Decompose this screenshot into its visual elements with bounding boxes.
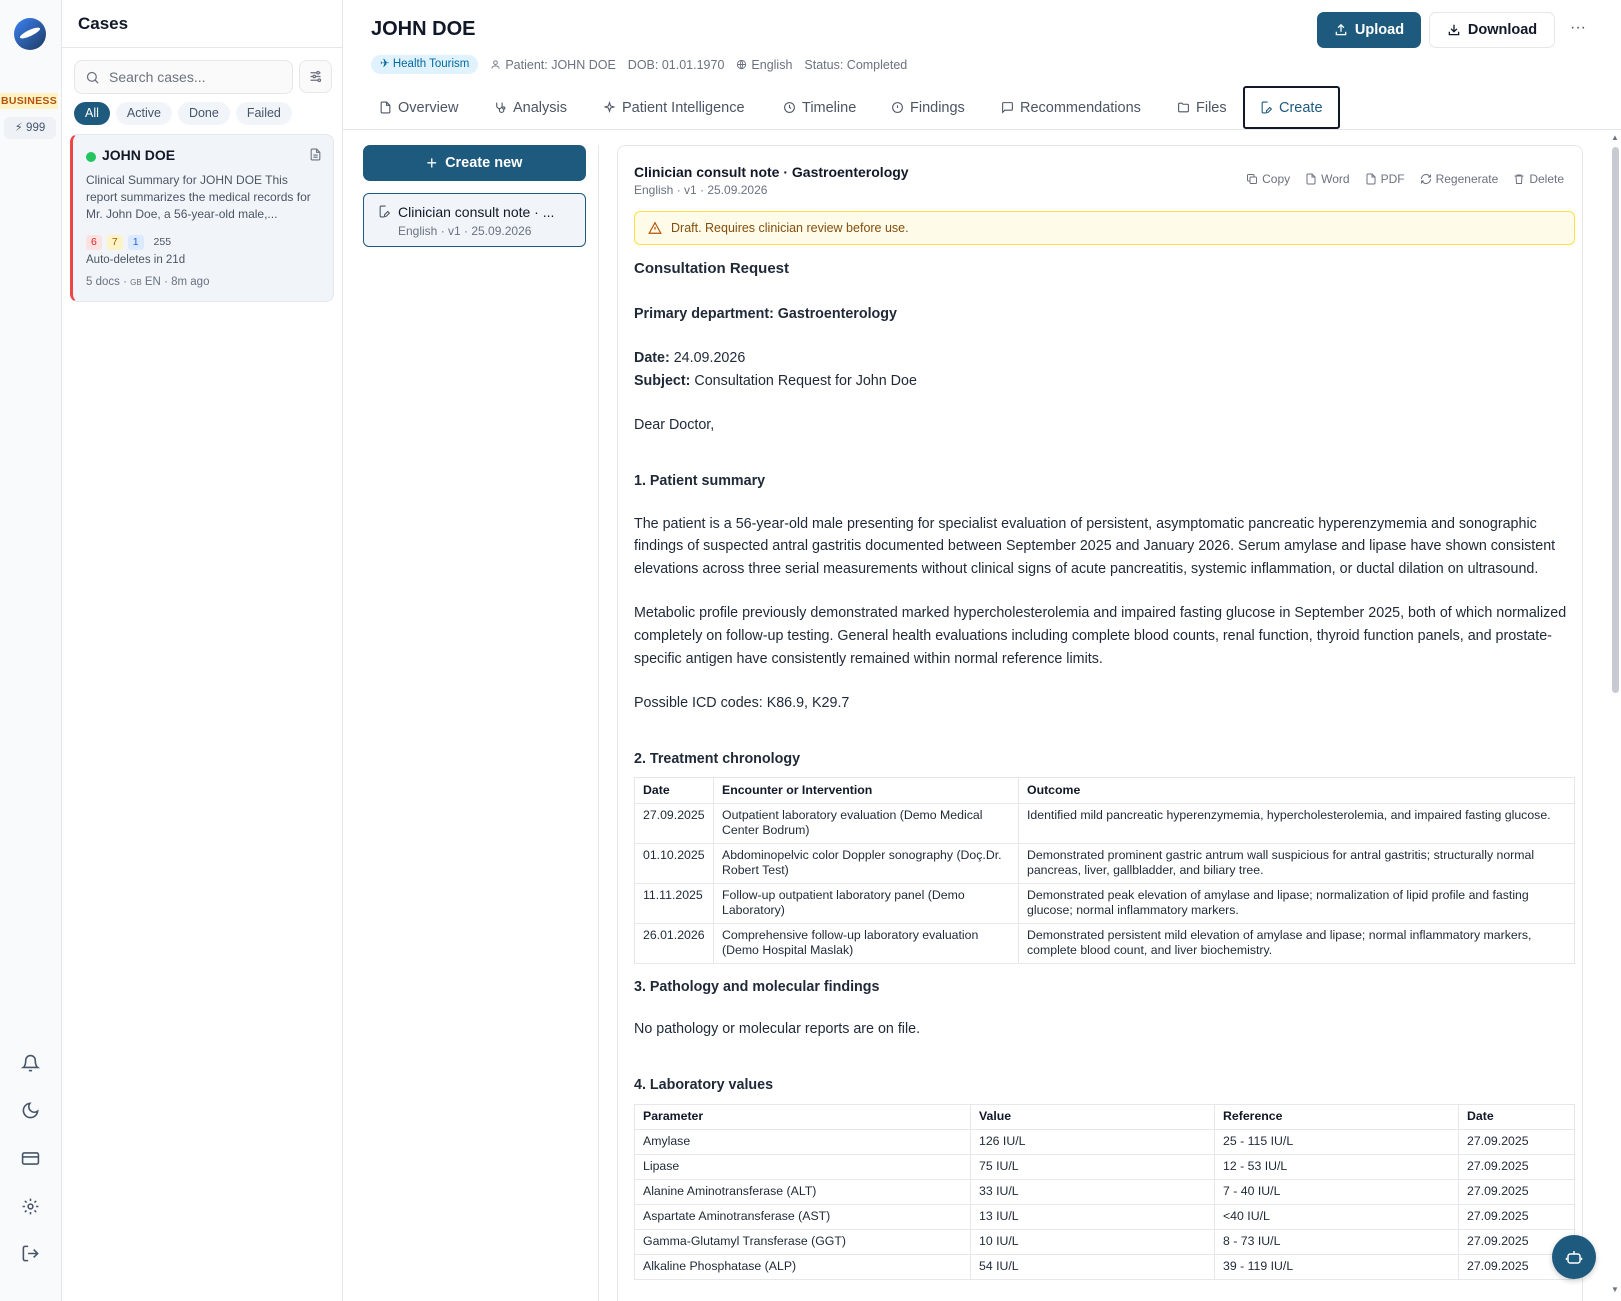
generated-doc-item[interactable]	[363, 193, 586, 247]
case-summary: Clinical Summary for JOHN DOE This report summarizes the medical records for Mr. John Doe, a 56-year-old male,...	[86, 173, 311, 221]
table-cell: 25 - 115 IU/L	[1215, 1129, 1459, 1154]
case-name: JOHN DOE	[102, 147, 176, 163]
document-actions	[1246, 172, 1564, 186]
edit-document-icon	[378, 205, 391, 218]
create-new-button[interactable]: + Create new	[363, 145, 586, 181]
section-title: 4. Laboratory values	[634, 1077, 774, 1093]
bot-icon	[1565, 1248, 1583, 1266]
table-cell: Amylase	[635, 1129, 971, 1154]
lab-values-table	[634, 1104, 1575, 1280]
search-box[interactable]	[74, 60, 293, 94]
table-row	[635, 923, 1575, 963]
pdf-export-button[interactable]: PDF	[1365, 172, 1405, 186]
search-icon	[85, 70, 100, 85]
document-icon	[379, 101, 392, 114]
chronology-table	[634, 777, 1575, 964]
download-icon	[1447, 23, 1461, 37]
table-cell: 126 IU/L	[971, 1129, 1215, 1154]
patient-meta	[371, 55, 907, 74]
trash-icon	[1513, 173, 1525, 185]
table-row	[635, 843, 1575, 883]
divider	[62, 47, 343, 48]
table-cell: <40 IU/L	[1215, 1204, 1459, 1229]
icd-codes: Possible ICD codes: K86.9, K29.7	[634, 695, 850, 712]
document-title: Clinician consult note · Gastroenterology	[634, 164, 909, 180]
table-cell: Outpatient laboratory evaluation (Demo Medical Center Bodrum)	[714, 803, 1019, 843]
table-cell: Comprehensive follow-up laboratory evaluation (Demo Hospital Maslak)	[714, 923, 1019, 963]
filter-failed[interactable]: Failed	[236, 102, 292, 125]
table-cell: 8 - 73 IU/L	[1215, 1229, 1459, 1254]
tab-create[interactable]: Create	[1243, 86, 1340, 129]
app-logo[interactable]	[14, 18, 46, 50]
download-button[interactable]: Download	[1429, 12, 1555, 48]
table-cell: Aspartate Aminotransferase (AST)	[635, 1204, 971, 1229]
document-meta: English · v1 · 25.09.2026	[634, 183, 768, 197]
patient-name-meta: Patient: JOHN DOE	[490, 58, 615, 72]
search-input[interactable]	[109, 69, 279, 85]
cases-panel	[62, 0, 343, 1301]
table-row	[635, 803, 1575, 843]
more-options-icon[interactable]: ···	[1570, 19, 1586, 36]
document-body	[634, 258, 1575, 1280]
scrollbar[interactable]	[1610, 133, 1621, 1301]
globe-icon	[736, 59, 747, 70]
message-icon	[1001, 101, 1014, 114]
info-icon	[891, 101, 904, 114]
tab-bar	[343, 86, 1621, 130]
case-counts	[86, 235, 176, 250]
edit-document-icon	[1260, 101, 1273, 114]
divider	[598, 145, 599, 1301]
table-cell: Alanine Aminotransferase (ALT)	[635, 1179, 971, 1204]
table-row	[635, 1154, 1575, 1179]
column-header: Outcome	[1019, 778, 1575, 804]
filter-settings-button[interactable]	[299, 60, 332, 93]
plan-badge: BUSINESS	[0, 95, 58, 107]
moon-icon[interactable]	[18, 1098, 42, 1122]
user-icon	[490, 59, 501, 70]
filter-all[interactable]: All	[74, 102, 110, 125]
warning-icon	[648, 221, 662, 235]
table-row	[635, 883, 1575, 923]
tab-timeline[interactable]: Timeline	[783, 86, 856, 129]
table-cell: Lipase	[635, 1154, 971, 1179]
column-header: Date	[1459, 1104, 1575, 1129]
summary-paragraph: The patient is a 56-year-old male presenting for specialist evaluation of persistent, asymptomatic pancreatic hyperenzymemia and sonographic findings of suspected antral gastritis documented between September 2025 and January 2026. Serum amylase and lipase have shown consistent elevations across three serial measurements without clinical signs of acute pancreatitis, systemic inflammation, or ductal dilation on ultrasound.	[634, 515, 1556, 577]
summary-paragraph: Metabolic profile previously demonstrated marked hypercholesterolemia and impaired fasting glucose in September 2025, both of which normalized completely on follow-up testing. General health evaluations including complete blood counts, renal function, thyroid function panels, and prostate-specific antigen have consistently remained within normal reference limits.	[634, 605, 1567, 667]
count-critical: 6	[86, 235, 102, 250]
case-card[interactable]	[70, 134, 334, 302]
status-meta: Status: Completed	[804, 57, 908, 72]
table-cell: 54 IU/L	[971, 1254, 1215, 1279]
column-header: Date	[635, 778, 714, 804]
tab-patient-intelligence[interactable]: Patient Intelligence	[603, 86, 745, 129]
page-title: JOHN DOE	[371, 18, 476, 40]
dob-meta: DOB: 01.01.1970	[627, 57, 725, 72]
language-meta: English	[736, 58, 792, 72]
column-header: Encounter or Intervention	[714, 778, 1019, 804]
credits-badge[interactable]	[4, 117, 56, 139]
count-info: 1	[128, 235, 144, 250]
file-icon	[1365, 173, 1377, 185]
credits-count: 999	[26, 122, 46, 134]
auto-delete-note: Auto-deletes in 21d	[86, 254, 186, 266]
tab-findings[interactable]: Findings	[891, 86, 965, 129]
document-icon	[309, 148, 322, 161]
sparkle-icon	[603, 101, 616, 114]
tab-analysis[interactable]: Analysis	[494, 86, 567, 129]
table-cell: 27.09.2025	[1459, 1204, 1575, 1229]
count-warning: 7	[107, 235, 123, 250]
doc-heading: Consultation Request	[634, 260, 790, 277]
category-tag: ✈ Health Tourism	[371, 55, 478, 74]
table-cell: 27.09.2025	[1459, 1129, 1575, 1154]
table-cell: 39 - 119 IU/L	[1215, 1254, 1459, 1279]
status-filter	[74, 102, 292, 125]
table-cell: Follow-up outpatient laboratory panel (Demo Laboratory)	[714, 883, 1019, 923]
table-cell: 10 IU/L	[971, 1229, 1215, 1254]
section-title: 2. Treatment chronology	[634, 750, 801, 767]
table-cell: Demonstrated persistent mild elevation of amylase and lipase; normal inflammatory markers, complete blood count, and liver biochemistry.	[1019, 923, 1575, 963]
table-cell: 75 IU/L	[971, 1154, 1215, 1179]
upload-button[interactable]: Upload	[1317, 12, 1421, 48]
gear-icon[interactable]	[18, 1194, 42, 1218]
cases-title: Cases	[78, 14, 129, 33]
bell-icon[interactable]	[18, 1051, 42, 1075]
upload-icon	[1334, 23, 1348, 37]
tab-recommendations[interactable]: Recommendations	[1001, 86, 1141, 129]
section-title: 3. Pathology and molecular findings	[634, 978, 880, 995]
delete-button[interactable]: Delete	[1513, 172, 1564, 186]
table-row	[635, 1254, 1575, 1279]
filter-active[interactable]: Active	[116, 102, 172, 125]
table-cell: 11.11.2025	[635, 883, 714, 923]
pathology-text: No pathology or molecular reports are on file.	[634, 1021, 921, 1038]
status-dot	[86, 152, 96, 162]
column-header: Value	[971, 1104, 1215, 1129]
flag-icon: GB	[130, 278, 142, 287]
table-cell: 01.10.2025	[635, 843, 714, 883]
file-icon	[1305, 173, 1317, 185]
regenerate-button[interactable]: Regenerate	[1420, 172, 1499, 186]
filter-done[interactable]: Done	[178, 102, 230, 125]
table-cell: 13 IU/L	[971, 1204, 1215, 1229]
table-cell: 27.09.2025	[635, 803, 714, 843]
word-export-button[interactable]: Word	[1305, 172, 1349, 186]
case-meta: 5 docs · GB EN · 8m ago	[86, 276, 210, 288]
folder-icon	[1177, 101, 1190, 114]
count-total: 255	[153, 236, 172, 248]
table-cell: Alkaline Phosphatase (ALP)	[635, 1254, 971, 1279]
credit-card-icon[interactable]	[18, 1146, 42, 1170]
scrollbar-thumb[interactable]	[1612, 147, 1619, 693]
assistant-chat-button[interactable]	[1552, 1235, 1596, 1279]
column-header: Reference	[1215, 1104, 1459, 1129]
table-row	[635, 1179, 1575, 1204]
clock-icon	[783, 101, 796, 114]
copy-icon	[1246, 173, 1258, 185]
table-cell: Demonstrated prominent gastric antrum wall suspicious for antral gastritis; structurally normal pancreas, liver, gallbladder, and biliary tree.	[1019, 843, 1575, 883]
stethoscope-icon	[494, 101, 507, 114]
tab-overview[interactable]: Overview	[379, 86, 458, 129]
table-cell: 7 - 40 IU/L	[1215, 1179, 1459, 1204]
doc-subject: Subject: Consultation Request for John Doe	[634, 372, 917, 389]
app-rail	[0, 0, 62, 1301]
table-cell: 12 - 53 IU/L	[1215, 1154, 1459, 1179]
doc-date: Date: 24.09.2026	[634, 350, 746, 367]
section-title: 1. Patient summary	[634, 472, 766, 489]
table-row	[635, 1204, 1575, 1229]
table-cell: Demonstrated peak elevation of amylase and lipase; normalization of lipid profile and fasting glucose; normal inflammatory markers.	[1019, 883, 1575, 923]
table-cell: 33 IU/L	[971, 1179, 1215, 1204]
sliders-icon	[308, 69, 323, 84]
column-header: Parameter	[635, 1104, 971, 1129]
table-cell: Gamma-Glutamyl Transferase (GGT)	[635, 1229, 971, 1254]
refresh-icon	[1420, 173, 1432, 185]
scroll-up-icon[interactable]: ▲	[1611, 133, 1619, 142]
document-viewer	[617, 145, 1583, 1301]
table-cell: Abdominopelvic color Doppler sonography (Doç.Dr. Robert Test)	[714, 843, 1019, 883]
table-cell: 27.09.2025	[1459, 1179, 1575, 1204]
table-row	[635, 1129, 1575, 1154]
bolt-icon: ⚡	[14, 122, 23, 134]
table-cell: 27.09.2025	[1459, 1154, 1575, 1179]
copy-button[interactable]: Copy	[1246, 172, 1290, 186]
draft-warning-banner: Draft. Requires clinician review before use.	[634, 211, 1575, 245]
plus-icon: +	[426, 152, 438, 173]
table-row	[635, 1229, 1575, 1254]
table-cell: 27.09.2025	[1459, 1229, 1575, 1254]
table-cell: 27.09.2025	[1459, 1254, 1575, 1279]
table-cell: Identified mild pancreatic hyperenzymemia, hypercholesterolemia, and impaired fasting glucose.	[1019, 803, 1575, 843]
doc-item-title: Clinician consult note · ...	[398, 204, 555, 220]
table-cell: 26.01.2026	[635, 923, 714, 963]
tab-files[interactable]: Files	[1177, 86, 1227, 129]
scroll-down-icon[interactable]: ▼	[1611, 1285, 1619, 1294]
doc-greeting: Dear Doctor,	[634, 417, 715, 434]
logout-icon[interactable]	[18, 1241, 42, 1265]
doc-item-meta: English · v1 · 25.09.2026	[398, 224, 532, 238]
doc-department: Primary department: Gastroenterology	[634, 305, 897, 322]
main-area	[343, 0, 1621, 1301]
